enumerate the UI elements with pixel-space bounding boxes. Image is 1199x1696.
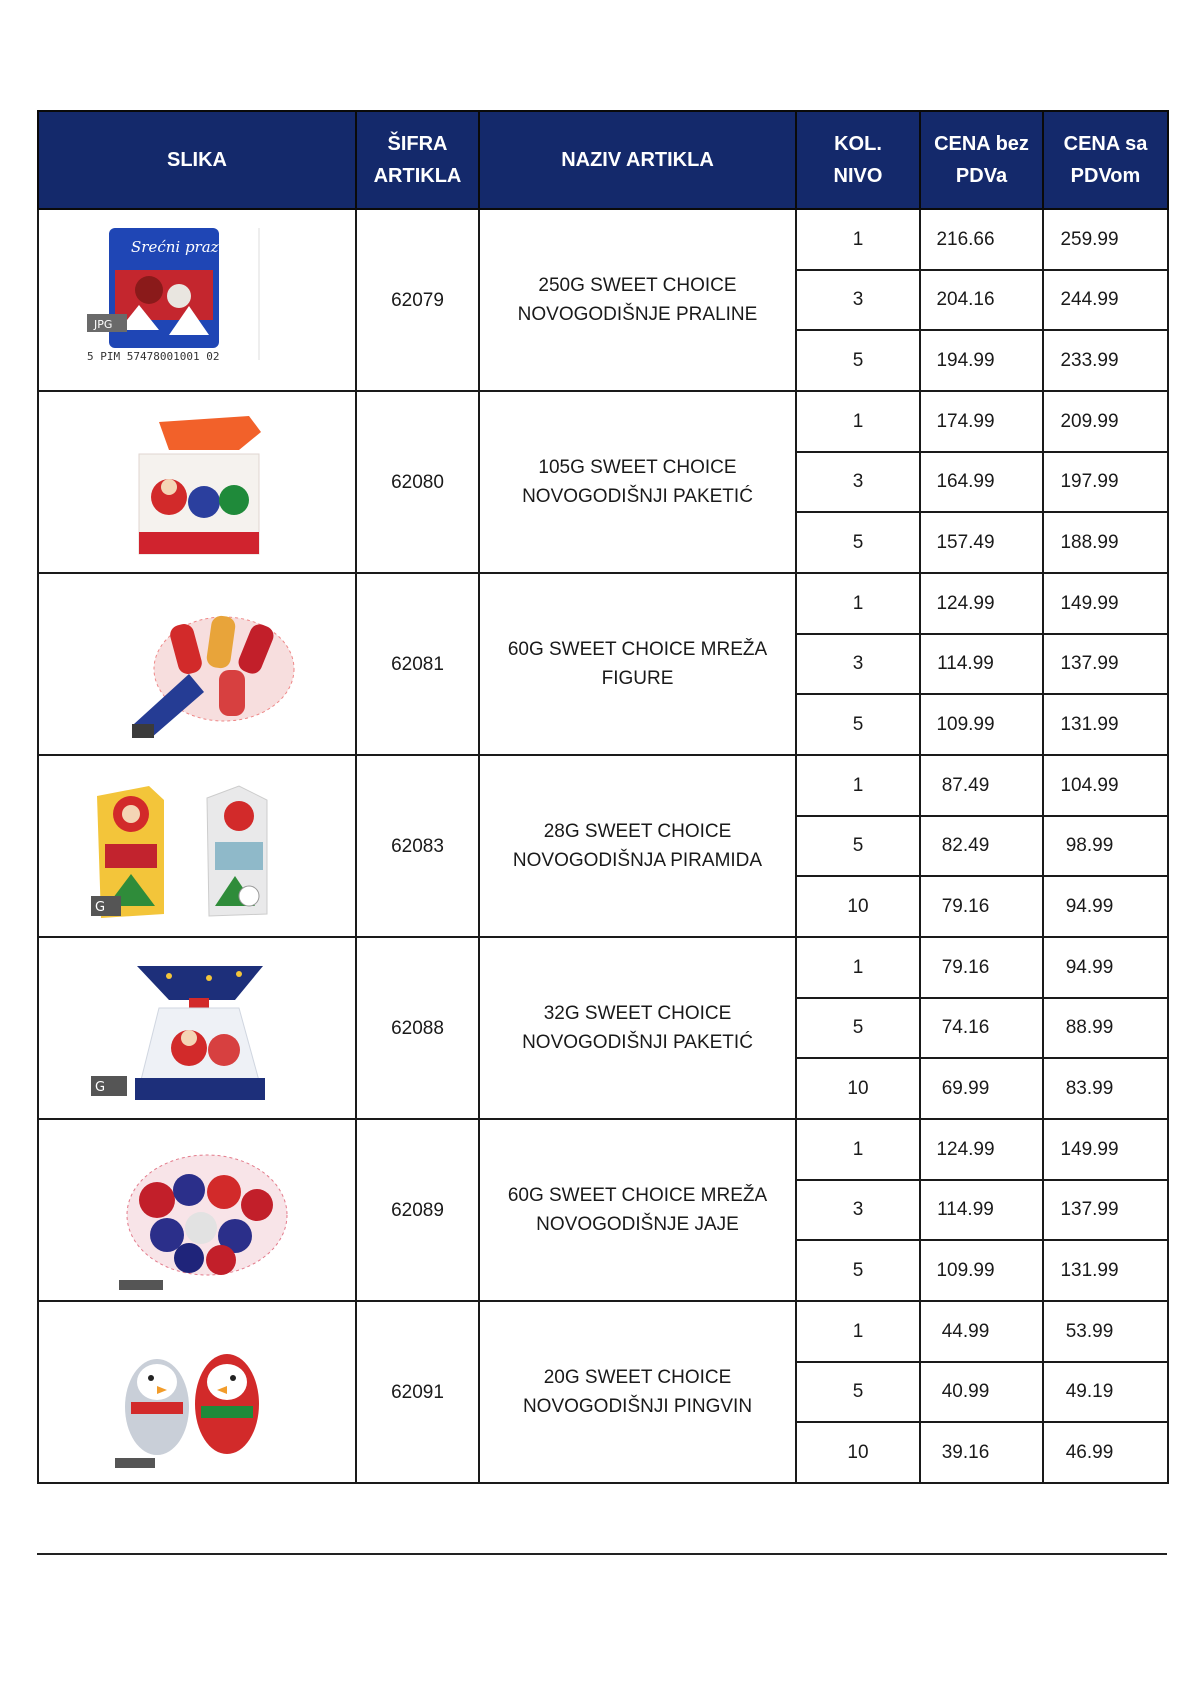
qty-level: 5	[796, 998, 920, 1059]
price-net: 79.16	[920, 937, 1043, 998]
price-net: 109.99	[920, 1240, 1043, 1301]
price-table	[37, 110, 1169, 1484]
col-header-sifra: ŠIFRA ARTIKLA	[356, 111, 479, 209]
price-net: 39.16	[920, 1422, 1043, 1483]
table-row	[38, 209, 1168, 270]
price-gross: 137.99	[1043, 1180, 1168, 1241]
qty-level: 1	[796, 755, 920, 816]
product-image-cell	[38, 209, 356, 391]
qty-level: 10	[796, 1058, 920, 1119]
footer-divider	[37, 1553, 1167, 1555]
price-gross: 98.99	[1043, 816, 1168, 877]
small-gift-pack-image	[39, 938, 355, 1118]
price-gross: 104.99	[1043, 755, 1168, 816]
col-header-bez: CENA bez PDVa	[920, 111, 1043, 209]
price-net: 157.49	[920, 512, 1043, 573]
product-image-cell	[38, 573, 356, 755]
product-image-cell	[38, 391, 356, 573]
product-code: 62080	[356, 391, 479, 573]
product-code: 62081	[356, 573, 479, 755]
price-net: 87.49	[920, 755, 1043, 816]
price-gross: 94.99	[1043, 937, 1168, 998]
qty-level: 10	[796, 1422, 920, 1483]
col-header-kol: KOL. NIVO	[796, 111, 920, 209]
price-gross: 49.19	[1043, 1362, 1168, 1423]
price-gross: 88.99	[1043, 998, 1168, 1059]
col-header-slika: SLIKA	[38, 111, 356, 209]
product-code: 62091	[356, 1301, 479, 1483]
product-image-cell	[38, 937, 356, 1119]
product-code: 62083	[356, 755, 479, 937]
product-code: 62088	[356, 937, 479, 1119]
table-row	[38, 1119, 1168, 1180]
price-net: 74.16	[920, 998, 1043, 1059]
praline-bag-image	[39, 210, 355, 390]
penguin-figures-image	[39, 1302, 355, 1482]
price-gross: 46.99	[1043, 1422, 1168, 1483]
product-name: 20G SWEET CHOICE NOVOGODIŠNJI PINGVIN	[479, 1301, 796, 1483]
price-net: 204.16	[920, 270, 1043, 331]
figures-net-image	[39, 574, 355, 754]
image-caption: 5 PIM 57478001001 02	[87, 350, 220, 363]
price-net: 194.99	[920, 330, 1043, 391]
image-format-badge: G	[95, 900, 106, 915]
product-name: 28G SWEET CHOICE NOVOGODIŠNJA PIRAMIDA	[479, 755, 796, 937]
price-gross: 149.99	[1043, 1119, 1168, 1180]
qty-level: 5	[796, 512, 920, 573]
praline-bag-label: Srećni praznici	[131, 238, 247, 256]
product-name: 32G SWEET CHOICE NOVOGODIŠNJI PAKETIĆ	[479, 937, 796, 1119]
col-header-naziv: NAZIV ARTIKLA	[479, 111, 796, 209]
product-name: 105G SWEET CHOICE NOVOGODIŠNJI PAKETIĆ	[479, 391, 796, 573]
qty-level: 1	[796, 573, 920, 634]
product-code: 62079	[356, 209, 479, 391]
eggs-net-image	[39, 1120, 355, 1300]
price-net: 109.99	[920, 694, 1043, 755]
price-gross: 94.99	[1043, 876, 1168, 937]
header-row	[38, 111, 1168, 209]
price-gross: 53.99	[1043, 1301, 1168, 1362]
price-net: 124.99	[920, 1119, 1043, 1180]
price-net: 44.99	[920, 1301, 1043, 1362]
product-image-cell	[38, 755, 356, 937]
image-format-badge: G	[95, 1080, 106, 1095]
price-net: 79.16	[920, 876, 1043, 937]
product-name: 60G SWEET CHOICE MREŽA FIGURE	[479, 573, 796, 755]
qty-level: 5	[796, 694, 920, 755]
price-gross: 188.99	[1043, 512, 1168, 573]
qty-level: 3	[796, 452, 920, 513]
qty-level: 3	[796, 634, 920, 695]
product-image-cell	[38, 1119, 356, 1301]
price-net: 82.49	[920, 816, 1043, 877]
price-net: 114.99	[920, 634, 1043, 695]
price-net: 114.99	[920, 1180, 1043, 1241]
product-name: 60G SWEET CHOICE MREŽA NOVOGODIŠNJE JAJE	[479, 1119, 796, 1301]
price-gross: 209.99	[1043, 391, 1168, 452]
qty-level: 1	[796, 1119, 920, 1180]
qty-level: 3	[796, 1180, 920, 1241]
price-net: 164.99	[920, 452, 1043, 513]
qty-level: 5	[796, 816, 920, 877]
qty-level: 5	[796, 330, 920, 391]
price-gross: 233.99	[1043, 330, 1168, 391]
price-gross: 259.99	[1043, 209, 1168, 270]
qty-level: 1	[796, 1301, 920, 1362]
pyramid-box-image	[39, 756, 355, 936]
table-row	[38, 391, 1168, 452]
price-gross: 244.99	[1043, 270, 1168, 331]
qty-level: 1	[796, 209, 920, 270]
col-header-sa: CENA sa PDVom	[1043, 111, 1168, 209]
qty-level: 10	[796, 876, 920, 937]
qty-level: 1	[796, 937, 920, 998]
price-list-sheet	[37, 110, 1167, 1484]
product-image-cell	[38, 1301, 356, 1483]
price-net: 174.99	[920, 391, 1043, 452]
qty-level: 5	[796, 1240, 920, 1301]
price-gross: 131.99	[1043, 1240, 1168, 1301]
price-net: 124.99	[920, 573, 1043, 634]
qty-level: 3	[796, 270, 920, 331]
table-row	[38, 1301, 1168, 1362]
price-gross: 137.99	[1043, 634, 1168, 695]
product-code: 62089	[356, 1119, 479, 1301]
price-net: 69.99	[920, 1058, 1043, 1119]
price-gross: 197.99	[1043, 452, 1168, 513]
table-row	[38, 573, 1168, 634]
gift-pack-image	[39, 392, 355, 572]
price-net: 40.99	[920, 1362, 1043, 1423]
qty-level: 1	[796, 391, 920, 452]
price-gross: 131.99	[1043, 694, 1168, 755]
table-row	[38, 937, 1168, 998]
product-name: 250G SWEET CHOICE NOVOGODIŠNJE PRALINE	[479, 209, 796, 391]
image-format-badge: JPG	[94, 318, 113, 331]
price-gross: 149.99	[1043, 573, 1168, 634]
price-net: 216.66	[920, 209, 1043, 270]
price-gross: 83.99	[1043, 1058, 1168, 1119]
qty-level: 5	[796, 1362, 920, 1423]
table-row	[38, 755, 1168, 816]
